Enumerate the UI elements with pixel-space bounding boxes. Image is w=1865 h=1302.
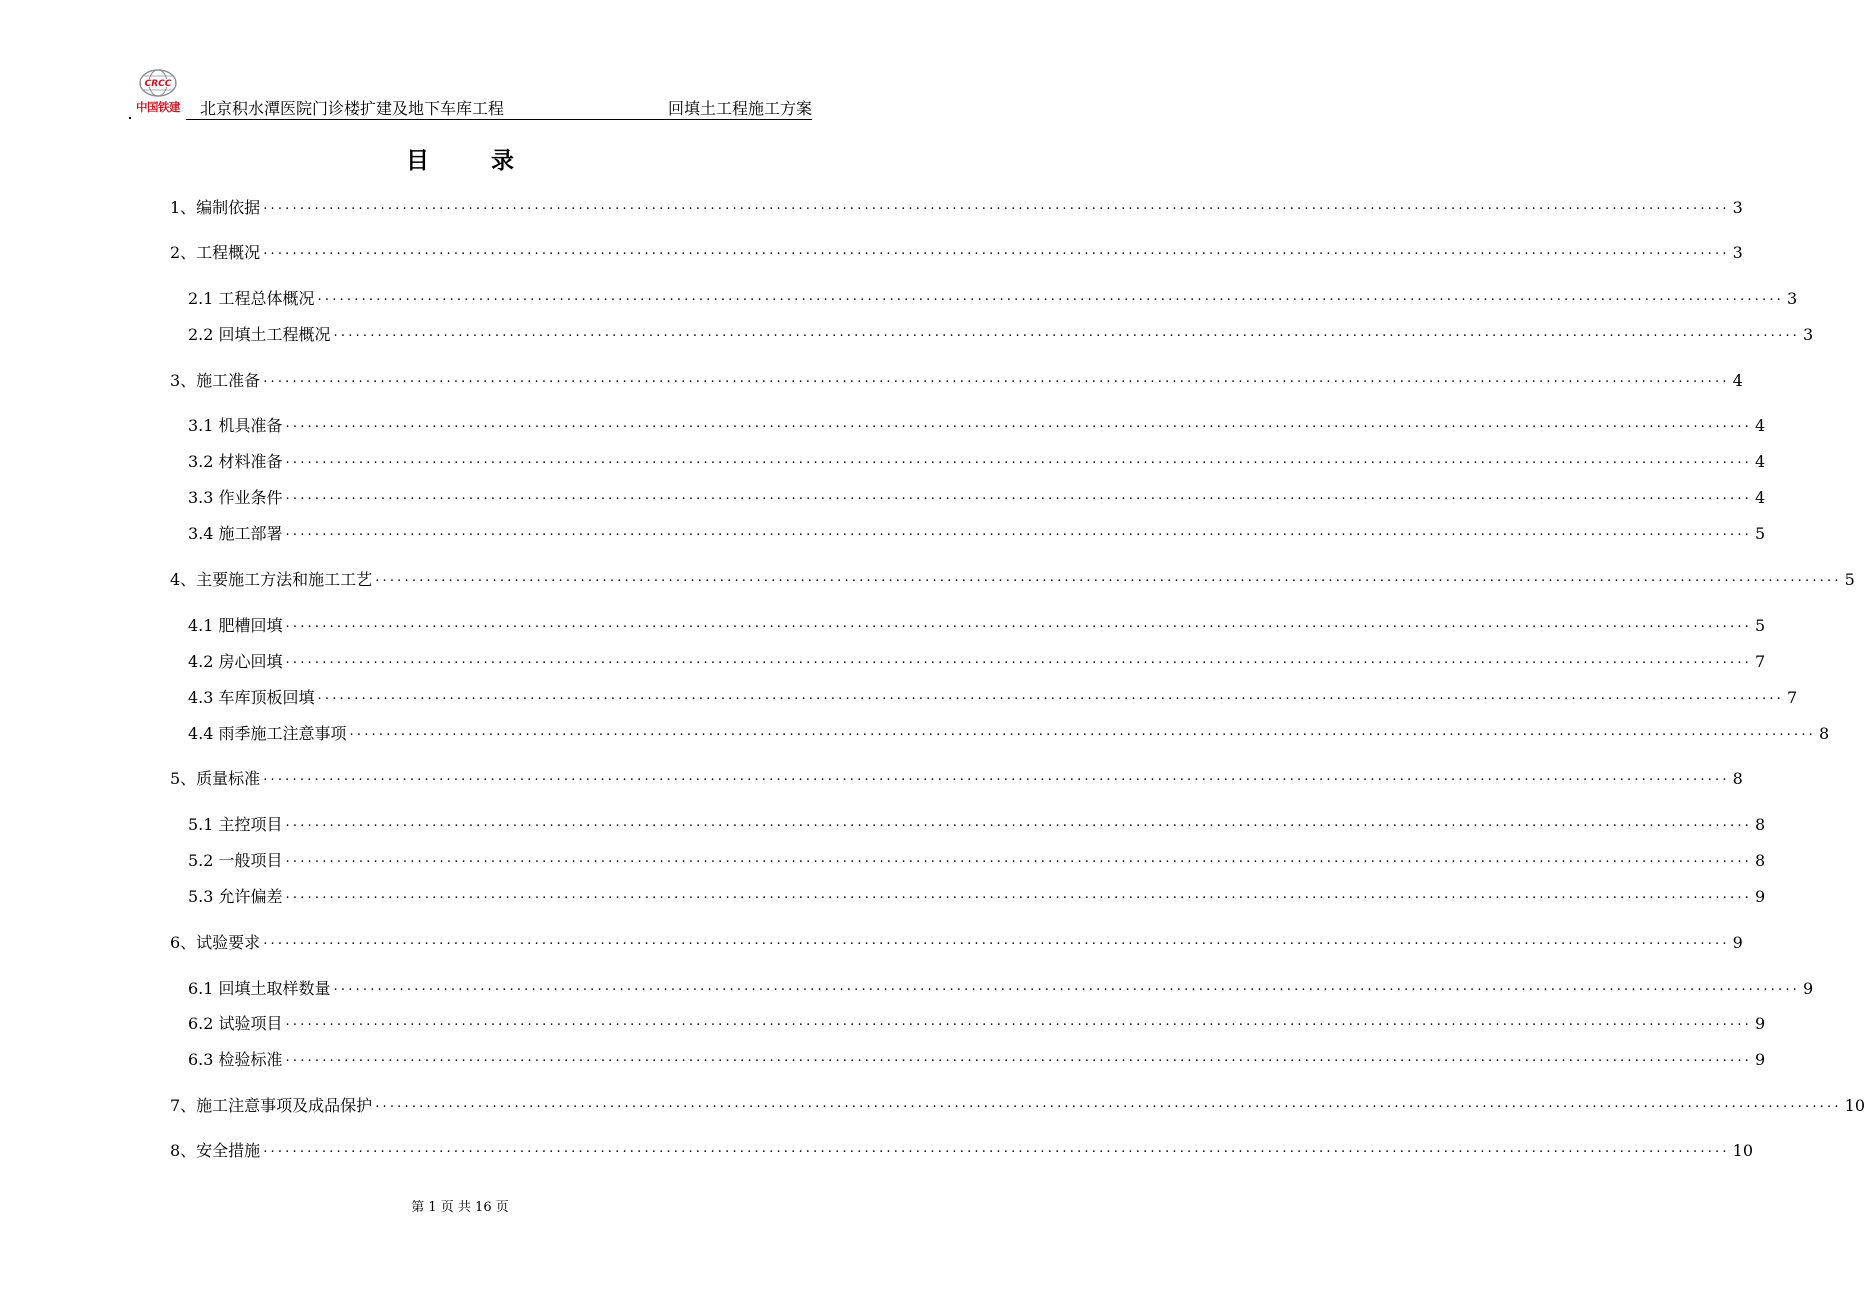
toc-entry[interactable] (188, 648, 1766, 672)
toc-entry-page: 5 (1844, 570, 1855, 589)
toc-leader-dots: ........................................................................................................................................................................................................ (285, 416, 1753, 431)
toc-entry-label: 4、主要施工方法和施工工艺 (170, 570, 373, 589)
toc-entry-label: 3.4 施工部署 (188, 524, 283, 543)
toc-entry[interactable] (188, 720, 1830, 744)
toc-entry-page: 8 (1755, 815, 1766, 834)
toc-entry[interactable] (188, 412, 1766, 436)
toc-entry[interactable] (170, 367, 1743, 391)
toc-entry-page: 4 (1755, 416, 1766, 435)
toc-leader-dots: ........................................................................................................................................................................................................ (285, 851, 1753, 866)
toc-entry-label: 4.1 肥槽回填 (188, 616, 283, 635)
toc-entry[interactable] (170, 765, 1743, 789)
toc-entry[interactable] (188, 285, 1798, 309)
toc-entry-page: 5 (1755, 524, 1766, 543)
toc-leader-dots: ........................................................................................................................................................................................................ (333, 979, 1801, 994)
toc-entry-label: 5.2 一般项目 (188, 851, 283, 870)
toc-leader-dots: ........................................................................................................................................................................................................ (285, 452, 1753, 467)
toc-leader-dots: ........................................................................................................................................................................................................ (263, 933, 1730, 948)
toc-entry[interactable] (188, 520, 1766, 544)
toc-entry-label: 2、工程概况 (170, 243, 261, 262)
toc-entry[interactable] (170, 1092, 1865, 1116)
toc-entry[interactable] (188, 883, 1766, 907)
toc-entry-page: 4 (1755, 488, 1766, 507)
toc-entry[interactable] (170, 929, 1743, 953)
toc-leader-dots: ........................................................................................................................................................................................................ (285, 524, 1753, 539)
toc-entry[interactable] (188, 811, 1766, 835)
toc-leader-dots: ........................................................................................................................................................................................................ (285, 652, 1753, 667)
toc-leader-dots: ........................................................................................................................................................................................................ (263, 198, 1730, 213)
toc-entry-label: 2.1 工程总体概况 (188, 289, 315, 308)
toc-entry-page: 4 (1755, 452, 1766, 471)
toc-entry-label: 4.3 车库顶板回填 (188, 688, 315, 707)
toc-entry-page: 9 (1755, 1050, 1766, 1069)
toc-leader-dots: ........................................................................................................................................................................................................ (285, 488, 1753, 503)
toc-entry[interactable] (188, 448, 1766, 472)
toc-entry[interactable] (188, 975, 1814, 999)
toc-entry-label: 3.2 材料准备 (188, 452, 283, 471)
toc-entry-label: 3.1 机具准备 (188, 416, 283, 435)
toc-leader-dots: ........................................................................................................................................................................................................ (317, 688, 1785, 703)
toc-entry[interactable] (188, 1010, 1766, 1034)
toc-entry-label: 6.3 检验标准 (188, 1050, 283, 1069)
crcc-globe-icon (138, 68, 178, 98)
toc-entry-page: 9 (1732, 933, 1743, 952)
toc-entry-label: 4.2 房心回填 (188, 652, 283, 671)
toc-entry-page: 5 (1755, 616, 1766, 635)
toc-entry-page: 7 (1755, 652, 1766, 671)
header-dot (129, 117, 131, 119)
toc-entry-page: 7 (1787, 688, 1798, 707)
toc-entry-label: 1、编制依据 (170, 198, 261, 217)
toc-entry-label: 5.1 主控项目 (188, 815, 283, 834)
toc-leader-dots: ........................................................................................................................................................................................................ (349, 724, 1817, 739)
toc-entry-page: 10 (1732, 1141, 1754, 1160)
toc-entry-page: 3 (1732, 198, 1743, 217)
toc-entry-label: 5、质量标准 (170, 769, 261, 788)
header-document-title: 回填土工程施工方案 (667, 99, 812, 118)
toc-leader-dots: ........................................................................................................................................................................................................ (263, 371, 1730, 386)
toc-leader-dots: ........................................................................................................................................................................................................ (263, 769, 1730, 784)
toc-entry-page: 9 (1755, 1014, 1766, 1033)
toc-entry-page: 8 (1732, 769, 1743, 788)
toc-leader-dots: ........................................................................................................................................................................................................ (333, 325, 1801, 340)
toc-entry[interactable] (188, 684, 1798, 708)
logo-text: 中国铁建 (136, 100, 180, 114)
toc-entry-page: 4 (1732, 371, 1743, 390)
toc-entry-page: 8 (1755, 851, 1766, 870)
toc-entry-label: 7、施工注意事项及成品保护 (170, 1096, 373, 1115)
header-project-title: 北京积水潭医院门诊楼扩建及地下车库工程 (200, 99, 505, 118)
toc-entry-label: 2.2 回填土工程概况 (188, 325, 331, 344)
toc-entry-label: 4.4 雨季施工注意事项 (188, 724, 347, 743)
toc-entry[interactable] (188, 612, 1766, 636)
toc-entry[interactable] (170, 194, 1743, 218)
toc-entry-label: 6.2 试验项目 (188, 1014, 283, 1033)
toc-leader-dots: ........................................................................................................................................................................................................ (285, 815, 1753, 830)
toc-entry-page: 3 (1803, 325, 1814, 344)
toc-leader-dots: ........................................................................................................................................................................................................ (375, 570, 1842, 585)
toc-entry[interactable] (188, 321, 1814, 345)
toc-leader-dots: ........................................................................................................................................................................................................ (285, 887, 1753, 902)
toc-leader-dots: ........................................................................................................................................................................................................ (263, 1141, 1730, 1156)
toc-title: 目录 (406, 148, 576, 174)
company-logo (128, 68, 188, 120)
toc-entry-label: 8、安全措施 (170, 1141, 261, 1160)
toc-leader-dots: ........................................................................................................................................................................................................ (263, 243, 1730, 258)
toc-entry-page: 10 (1844, 1096, 1865, 1115)
toc-entry-label: 6、试验要求 (170, 933, 261, 952)
toc-entry[interactable] (188, 484, 1766, 508)
header-rule (186, 119, 812, 120)
toc-entry-page: 9 (1803, 979, 1814, 998)
toc-leader-dots: ........................................................................................................................................................................................................ (285, 616, 1753, 631)
toc-entry-page: 8 (1819, 724, 1830, 743)
toc-entry-page: 3 (1787, 289, 1798, 308)
toc-leader-dots: ........................................................................................................................................................................................................ (285, 1050, 1753, 1065)
toc-leader-dots: ........................................................................................................................................................................................................ (375, 1096, 1842, 1111)
toc-leader-dots: ........................................................................................................................................................................................................ (285, 1014, 1753, 1029)
toc-entry[interactable] (170, 239, 1743, 263)
toc-entry-label: 5.3 允许偏差 (188, 887, 283, 906)
toc-entry-page: 3 (1732, 243, 1743, 262)
toc-entry[interactable] (170, 1137, 1754, 1161)
toc-entry-label: 6.1 回填土取样数量 (188, 979, 331, 998)
toc-leader-dots: ........................................................................................................................................................................................................ (317, 289, 1785, 304)
page-footer: 第 1 页 共 16 页 (411, 1200, 509, 1215)
toc-entry-label: 3.3 作业条件 (188, 488, 283, 507)
toc-entry[interactable] (188, 1046, 1766, 1070)
toc-entry-label: 3、施工准备 (170, 371, 261, 390)
toc-entry[interactable] (188, 847, 1766, 871)
logo-mark-text: CRCC (144, 79, 172, 90)
toc-entry[interactable] (170, 566, 1855, 590)
toc-entry-page: 9 (1755, 887, 1766, 906)
